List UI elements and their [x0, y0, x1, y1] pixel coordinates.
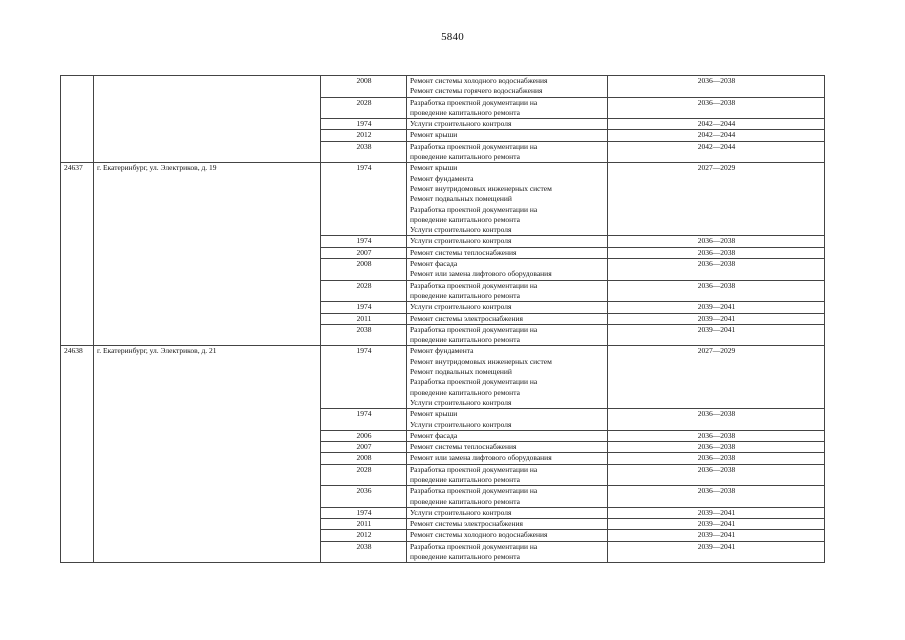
- work-type-cell: [407, 453, 608, 464]
- building-number-cell: 24638: [61, 346, 94, 563]
- year-cell: 2028: [321, 464, 407, 486]
- work-type-cell: [407, 442, 608, 453]
- work-type-line: проведение капитального ремонта: [410, 152, 520, 162]
- work-type-line: Ремонт системы электроснабжения: [410, 313, 523, 323]
- work-type-cell: [407, 519, 608, 530]
- work-type-line: проведение капитального ремонта: [410, 552, 520, 562]
- work-type-cell: [407, 247, 608, 258]
- work-type-cell: [407, 530, 608, 541]
- table-row: [61, 163, 825, 236]
- work-type-cell: [407, 163, 608, 236]
- work-type-line: Ремонт подвальных помещений: [410, 194, 512, 204]
- year-cell: 1974: [321, 346, 407, 409]
- work-type-line: Услуги строительного контроля: [410, 507, 512, 517]
- work-type-cell: [407, 302, 608, 313]
- work-type-line: Ремонт внутридомовых инженерных систем: [410, 356, 552, 366]
- work-type-cell: [407, 119, 608, 130]
- building-address-cell: г. Екатеринбург, ул. Электриков, д. 19: [94, 163, 321, 346]
- work-type-cell: [407, 409, 608, 431]
- year-cell: 2038: [321, 141, 407, 163]
- work-type-line: Услуги строительного контроля: [410, 419, 512, 429]
- work-type-line: Разработка проектной документации на: [410, 141, 538, 151]
- year-cell: 2008: [321, 259, 407, 281]
- work-type-cell: [407, 464, 608, 486]
- page-number: 5840: [441, 31, 464, 43]
- period-cell: 2036—2038: [608, 453, 825, 464]
- year-cell: 2008: [321, 76, 407, 98]
- work-type-cell: [407, 324, 608, 346]
- work-type-cell: [407, 76, 608, 98]
- period-cell: 2036—2038: [608, 409, 825, 431]
- period-cell: 2027—2029: [608, 163, 825, 236]
- year-cell: 2038: [321, 541, 407, 563]
- work-type-line: проведение капитального ремонта: [410, 387, 520, 397]
- work-type-line: Разработка проектной документации на: [410, 280, 538, 290]
- period-cell: 2036—2038: [608, 442, 825, 453]
- building-address-cell: [94, 76, 321, 163]
- year-cell: 1974: [321, 236, 407, 247]
- work-type-line: Ремонт системы холодного водоснабжения: [410, 76, 548, 85]
- year-cell: 1974: [321, 507, 407, 518]
- work-type-line: проведение капитального ремонта: [410, 107, 520, 117]
- work-type-cell: [407, 430, 608, 441]
- work-type-line: Услуги строительного контроля: [410, 236, 512, 246]
- building-number-cell: 24637: [61, 163, 94, 346]
- period-cell: 2039—2041: [608, 530, 825, 541]
- period-cell: 2036—2038: [608, 464, 825, 486]
- period-cell: 2039—2041: [608, 519, 825, 530]
- work-type-line: Ремонт или замена лифтового оборудования: [410, 269, 552, 279]
- period-cell: 2039—2041: [608, 313, 825, 324]
- year-cell: 2011: [321, 519, 407, 530]
- period-cell: 2039—2041: [608, 507, 825, 518]
- year-cell: 2028: [321, 97, 407, 119]
- period-cell: 2042—2044: [608, 119, 825, 130]
- table-body: [61, 76, 825, 563]
- period-cell: 2036—2038: [608, 236, 825, 247]
- period-cell: 2036—2038: [608, 486, 825, 508]
- year-cell: 1974: [321, 409, 407, 431]
- work-type-line: проведение капитального ремонта: [410, 496, 520, 506]
- work-type-line: Ремонт внутридомовых инженерных систем: [410, 183, 552, 193]
- year-cell: 1974: [321, 163, 407, 236]
- year-cell: 1974: [321, 302, 407, 313]
- period-cell: 2042—2044: [608, 141, 825, 163]
- period-cell: 2039—2041: [608, 541, 825, 563]
- work-type-cell: [407, 541, 608, 563]
- work-type-line: Разработка проектной документации на: [410, 541, 538, 551]
- work-type-cell: [407, 507, 608, 518]
- work-type-line: Ремонт системы теплоснабжения: [410, 247, 517, 257]
- work-type-line: Ремонт крыши: [410, 409, 458, 419]
- work-type-cell: [407, 97, 608, 119]
- work-type-line: Ремонт системы теплоснабжения: [410, 442, 517, 452]
- period-cell: 2036—2038: [608, 76, 825, 98]
- work-type-cell: [407, 313, 608, 324]
- work-type-line: Ремонт системы холодного водоснабжения: [410, 530, 548, 540]
- work-type-line: Ремонт крыши: [410, 163, 458, 173]
- work-type-line: Услуги строительного контроля: [410, 225, 512, 235]
- work-type-line: Разработка проектной документации на: [410, 204, 538, 214]
- work-type-cell: [407, 259, 608, 281]
- year-cell: 2008: [321, 453, 407, 464]
- period-cell: 2036—2038: [608, 97, 825, 119]
- year-cell: 2007: [321, 247, 407, 258]
- year-cell: 2038: [321, 324, 407, 346]
- year-cell: 2028: [321, 280, 407, 302]
- year-cell: 2012: [321, 530, 407, 541]
- period-cell: 2036—2038: [608, 247, 825, 258]
- work-type-line: Ремонт фасада: [410, 259, 458, 269]
- work-type-line: Ремонт фундамента: [410, 173, 474, 183]
- period-cell: 2036—2038: [608, 259, 825, 281]
- period-cell: 2027—2029: [608, 346, 825, 409]
- work-type-line: Ремонт подвальных помещений: [410, 367, 512, 377]
- work-type-line: Разработка проектной документации на: [410, 486, 538, 496]
- work-type-line: Ремонт фундамента: [410, 346, 474, 356]
- year-cell: 2007: [321, 442, 407, 453]
- year-cell: 2006: [321, 430, 407, 441]
- year-cell: 2011: [321, 313, 407, 324]
- work-type-cell: [407, 486, 608, 508]
- work-type-line: Услуги строительного контроля: [410, 397, 512, 407]
- work-type-line: Разработка проектной документации на: [410, 464, 538, 474]
- work-type-line: Ремонт системы электроснабжения: [410, 519, 523, 529]
- building-number-cell: [61, 76, 94, 163]
- period-cell: 2039—2041: [608, 324, 825, 346]
- table-row: [61, 76, 825, 98]
- work-type-line: проведение капитального ремонта: [410, 214, 520, 224]
- work-type-line: Разработка проектной документации на: [410, 97, 538, 107]
- period-cell: 2036—2038: [608, 280, 825, 302]
- work-type-line: Разработка проектной документации на: [410, 377, 538, 387]
- work-type-cell: [407, 236, 608, 247]
- table-row: [61, 346, 825, 409]
- work-type-line: проведение капитального ремонта: [410, 335, 520, 345]
- period-cell: 2036—2038: [608, 430, 825, 441]
- year-cell: 2012: [321, 130, 407, 141]
- work-type-cell: [407, 130, 608, 141]
- work-type-cell: [407, 141, 608, 163]
- work-type-line: Ремонт крыши: [410, 130, 458, 140]
- work-type-line: проведение капитального ремонта: [410, 474, 520, 484]
- work-type-line: Услуги строительного контроля: [410, 119, 512, 129]
- work-type-line: Разработка проектной документации на: [410, 324, 538, 334]
- work-type-line: проведение капитального ремонта: [410, 290, 520, 300]
- period-cell: 2039—2041: [608, 302, 825, 313]
- building-address-cell: г. Екатеринбург, ул. Электриков, д. 21: [94, 346, 321, 563]
- work-type-line: Ремонт или замена лифтового оборудования: [410, 453, 552, 463]
- repair-schedule-table: [60, 75, 825, 563]
- work-type-cell: [407, 346, 608, 409]
- work-type-line: Ремонт фасада: [410, 430, 458, 440]
- year-cell: 1974: [321, 119, 407, 130]
- year-cell: 2036: [321, 486, 407, 508]
- period-cell: 2042—2044: [608, 130, 825, 141]
- work-type-cell: [407, 280, 608, 302]
- work-type-line: Ремонт системы горячего водоснабжения: [410, 86, 543, 96]
- work-type-line: Услуги строительного контроля: [410, 302, 512, 312]
